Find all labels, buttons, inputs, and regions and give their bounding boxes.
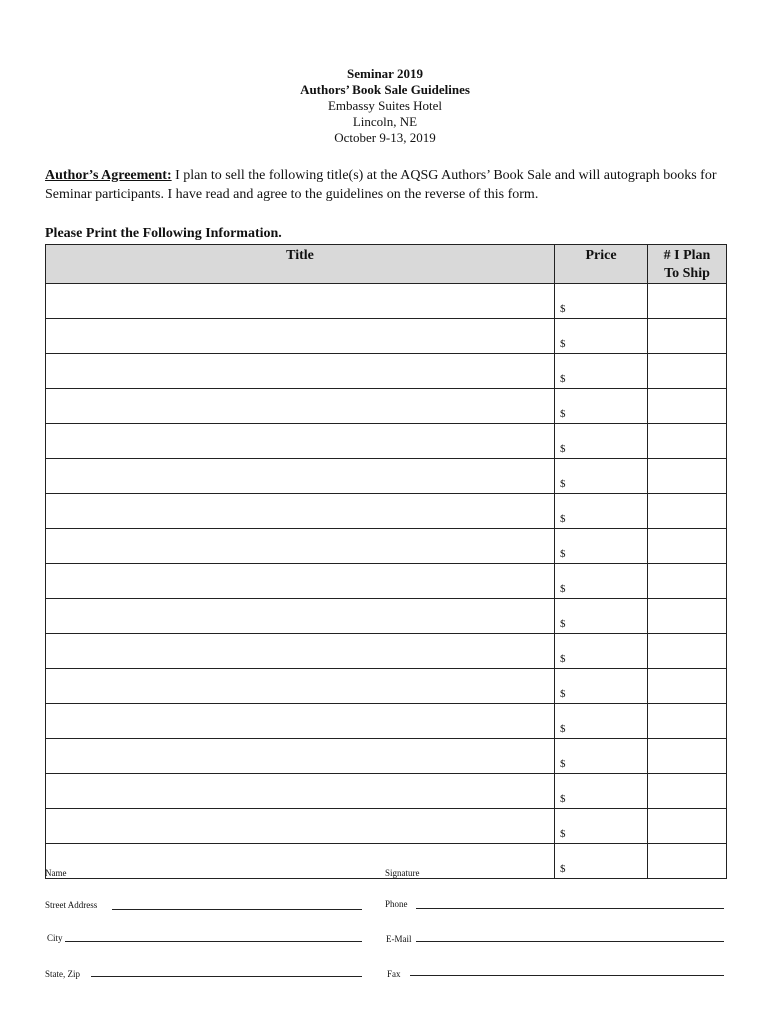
seminar-title: Seminar 2019 [347,66,423,81]
title-cell[interactable] [46,634,555,669]
table-row [46,424,727,459]
ship-header-line1: # I Plan [663,248,711,263]
fax-line[interactable] [410,975,724,976]
price-cell[interactable] [555,774,648,809]
title-column-header: Title [46,245,555,284]
title-cell[interactable] [46,844,555,879]
email-field[interactable] [386,934,412,944]
currency-symbol: $ [560,863,566,875]
price-cell[interactable] [555,354,648,389]
table-row [46,529,727,564]
quantity-cell[interactable] [648,494,727,529]
currency-symbol: $ [560,723,566,735]
price-cell[interactable] [555,809,648,844]
signature-field[interactable] [385,868,420,878]
quantity-cell[interactable] [648,634,727,669]
table-row [46,739,727,774]
phone-label: Phone [385,899,408,909]
table-row [46,774,727,809]
title-cell[interactable] [46,669,555,704]
guidelines-title: Authors’ Book Sale Guidelines [300,82,470,97]
title-cell[interactable] [46,319,555,354]
price-cell[interactable] [555,284,648,319]
table-row [46,389,727,424]
state-zip-field[interactable] [45,969,80,979]
state-zip-line[interactable] [91,976,362,977]
title-cell[interactable] [46,354,555,389]
title-cell[interactable] [46,599,555,634]
quantity-cell[interactable] [648,599,727,634]
fax-label: Fax [387,969,401,979]
quantity-cell[interactable] [648,704,727,739]
phone-line[interactable] [416,908,724,909]
quantity-cell[interactable] [648,389,727,424]
price-cell[interactable] [555,669,648,704]
quantity-cell[interactable] [648,529,727,564]
price-column-header: Price [555,245,648,284]
quantity-cell[interactable] [648,564,727,599]
currency-symbol: $ [560,688,566,700]
price-cell[interactable] [555,319,648,354]
title-cell[interactable] [46,774,555,809]
table-row [46,319,727,354]
price-cell[interactable] [555,424,648,459]
title-cell[interactable] [46,459,555,494]
price-cell[interactable] [555,459,648,494]
book-titles-table [45,244,727,879]
venue-name: Embassy Suites Hotel [327,98,443,113]
venue-city: Lincoln, NE [352,114,418,129]
quantity-cell[interactable] [648,774,727,809]
currency-symbol: $ [560,548,566,560]
currency-symbol: $ [560,793,566,805]
table-header-row [46,245,727,284]
quantity-cell[interactable] [648,319,727,354]
name-field[interactable] [45,868,67,878]
table-row [46,284,727,319]
price-cell[interactable] [555,599,648,634]
city-line[interactable] [65,941,362,942]
city-field[interactable] [47,933,63,943]
fax-field[interactable] [387,969,401,979]
currency-symbol: $ [560,478,566,490]
ship-header-line2: To Ship [664,266,710,281]
title-cell[interactable] [46,529,555,564]
event-dates: October 9-13, 2019 [334,130,436,145]
price-cell[interactable] [555,634,648,669]
currency-symbol: $ [560,338,566,350]
title-cell[interactable] [46,424,555,459]
phone-field[interactable] [385,899,408,909]
currency-symbol: $ [560,758,566,770]
quantity-cell[interactable] [648,284,727,319]
email-label: E-Mail [386,934,412,944]
title-cell[interactable] [46,389,555,424]
currency-symbol: $ [560,443,566,455]
name-line[interactable] [76,878,362,879]
table-row [46,354,727,389]
price-cell[interactable] [555,844,648,879]
title-cell[interactable] [46,284,555,319]
table-row [46,459,727,494]
quantity-cell[interactable] [648,844,727,879]
street-address-label: Street Address [45,900,98,910]
table-row [46,599,727,634]
title-cell[interactable] [46,739,555,774]
street-address-field[interactable] [45,900,97,910]
currency-symbol: $ [560,618,566,630]
quantity-cell[interactable] [648,354,727,389]
price-cell[interactable] [555,389,648,424]
quantity-cell[interactable] [648,424,727,459]
table-row [46,564,727,599]
title-cell[interactable] [46,809,555,844]
quantity-cell[interactable] [648,739,727,774]
quantity-cell[interactable] [648,809,727,844]
table-row [46,809,727,844]
table-row [46,634,727,669]
quantity-cell[interactable] [648,669,727,704]
authors-agreement [45,166,735,204]
currency-symbol: $ [560,583,566,595]
agreement-label: Author’s Agreement: [45,168,172,183]
name-label: Name [45,868,67,878]
ship-column-header [648,245,727,284]
price-cell[interactable] [555,564,648,599]
currency-symbol: $ [560,373,566,385]
street-address-line[interactable] [112,909,362,910]
city-label: City [47,933,63,943]
currency-symbol: $ [560,303,566,315]
print-instructions: Please Print the Following Information. [45,226,282,241]
price-cell[interactable] [555,494,648,529]
table-row [46,669,727,704]
book-rows [46,284,727,879]
price-cell[interactable] [555,704,648,739]
document-header [0,66,770,146]
agreement-text: I plan to sell the following title(s) at the AQSG Authors’ Book Sale and will autograph books for Seminar participants. I have read and agree to the guidelines on the reverse of this form. [45,168,717,202]
state-zip-label: State, Zip [45,969,80,979]
email-line[interactable] [416,941,724,942]
currency-symbol: $ [560,513,566,525]
title-cell[interactable] [46,704,555,739]
price-cell[interactable] [555,529,648,564]
quantity-cell[interactable] [648,459,727,494]
table-row [46,494,727,529]
table-row [46,704,727,739]
currency-symbol: $ [560,408,566,420]
signature-line[interactable] [427,878,724,879]
title-cell[interactable] [46,564,555,599]
price-cell[interactable] [555,739,648,774]
signature-label: Signature [385,868,420,878]
currency-symbol: $ [560,653,566,665]
title-cell[interactable] [46,494,555,529]
currency-symbol: $ [560,828,566,840]
